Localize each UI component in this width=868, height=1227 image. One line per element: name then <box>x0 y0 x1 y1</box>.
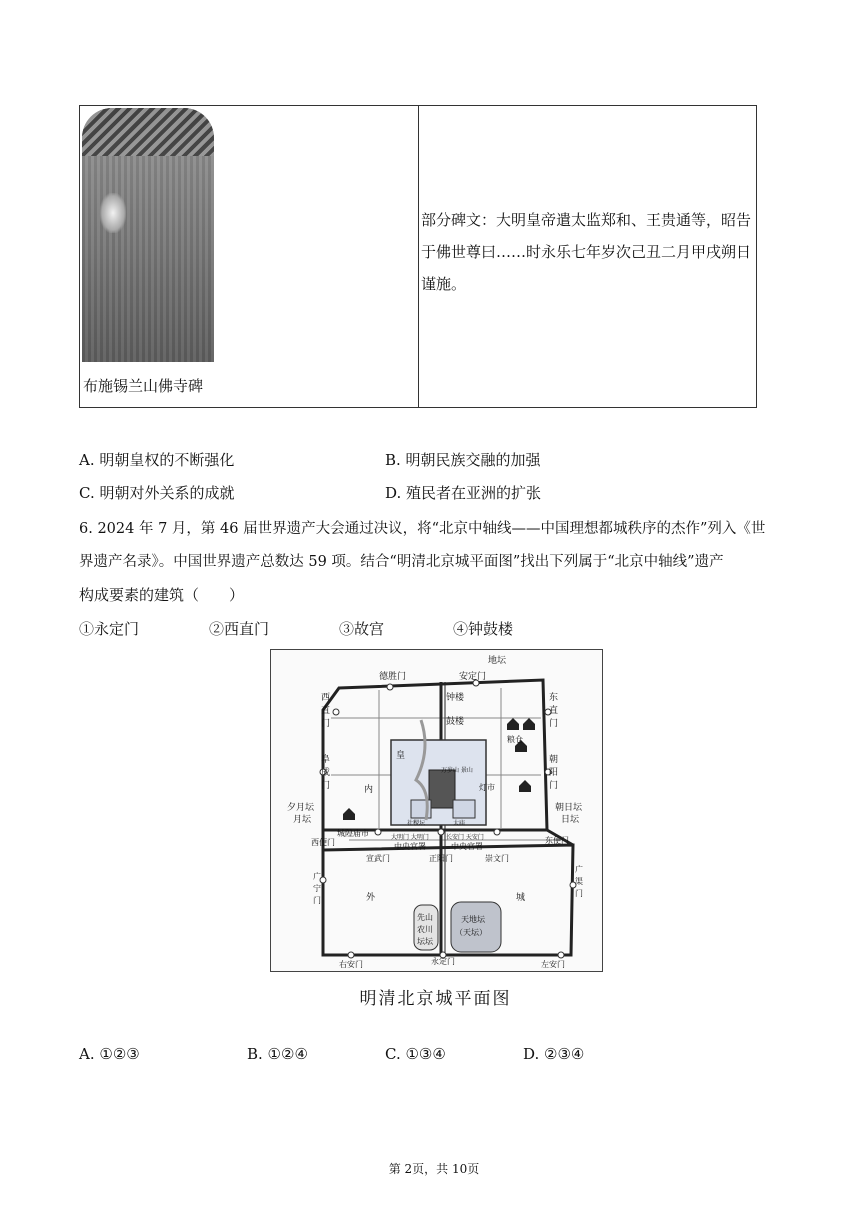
map-label: 门 <box>575 889 583 898</box>
map-label: 阜 <box>321 755 331 765</box>
map-label: 宁 <box>313 884 321 893</box>
stele-caption: 布施锡兰山佛寺碑 <box>83 377 204 395</box>
label-waicheng: 外 <box>366 893 376 903</box>
map-caption: 明清北京城平面图 <box>359 989 512 1009</box>
forbidden-city <box>429 770 455 808</box>
map-label: 门 <box>321 781 331 791</box>
map-label: 西便门 <box>311 838 335 847</box>
q5-option-b[interactable]: B. 明朝民族交融的加强 <box>385 451 541 469</box>
q6-option-b[interactable]: B. ①②④ <box>247 1045 308 1063</box>
map-label: 门 <box>313 896 321 905</box>
map-label: 门 <box>549 781 559 791</box>
map-label: 永定门 <box>431 957 455 966</box>
map-label: （天坛） <box>455 928 487 937</box>
beijing-map-svg <box>271 650 602 971</box>
map-label: 日坛 <box>561 815 580 825</box>
map-label: 天地坛 <box>461 915 485 924</box>
map-label: 先山 <box>417 913 433 922</box>
q5-option-c[interactable]: C. 明朝对外关系的成就 <box>79 484 235 502</box>
map-label: 灯市 <box>479 783 495 792</box>
map-label: 长安门 天安门 <box>446 834 484 841</box>
map-label: 西 <box>321 693 331 703</box>
map-label: 广 <box>575 865 583 874</box>
map-label: 宣武门 <box>366 854 390 863</box>
q6-item-2: ②西直门 <box>209 620 270 638</box>
tiantan <box>451 902 501 952</box>
q6-option-d[interactable]: D. ②③④ <box>523 1045 585 1063</box>
map-label: 广 <box>313 872 321 881</box>
q5-option-a[interactable]: A. 明朝皇权的不断强化 <box>79 451 235 469</box>
map-label: 太庙 <box>453 820 466 827</box>
label-cheng: 城 <box>516 893 526 903</box>
label-gulou: 鼓楼 <box>446 717 465 727</box>
map-label: 中央官署 <box>394 842 426 851</box>
beijing-map <box>270 649 603 972</box>
q6-option-c[interactable]: C. ①③④ <box>385 1045 446 1063</box>
stele-photo-cell <box>80 106 419 408</box>
inscription-cell <box>419 106 757 408</box>
map-label: 正阳门 <box>429 854 453 863</box>
q6-item-4: ④钟鼓楼 <box>453 620 514 638</box>
q5-option-d[interactable]: D. 殖民者在亚洲的扩张 <box>385 484 542 502</box>
label-neicheng: 内 <box>364 785 374 795</box>
map-label: 城隍庙市 <box>337 829 369 838</box>
q6-item-3: ③故宫 <box>339 620 385 638</box>
label-huangcheng: 皇 <box>396 751 406 761</box>
map-label: 直 <box>549 706 559 716</box>
stele-photo <box>82 108 214 362</box>
q6-stem-line1: 6. 2024 年 7 月，第 46 届世界遗产大会通过决议，将“北京中轴线——中国理想都城秩序的杰作”列入《世 <box>79 521 766 537</box>
label-deshengmen: 德胜门 <box>379 672 407 682</box>
map-label: 大明门 大明门 <box>391 834 429 841</box>
map-label: 中央官署 <box>451 842 483 851</box>
map-label: 渠 <box>575 877 583 886</box>
label-zhonglou: 钟楼 <box>446 693 465 703</box>
map-label: 阳 <box>549 768 559 778</box>
page-footer: 第 2页，共 10页 <box>388 1162 480 1176</box>
map-label: 成 <box>321 768 331 778</box>
map-label: 农川 <box>417 925 433 934</box>
map-label: 崇文门 <box>485 854 509 863</box>
q6-item-1: ①永定门 <box>79 620 140 638</box>
map-label: 门 <box>549 719 559 729</box>
map-label: 直 <box>321 706 331 716</box>
map-label: 门 <box>321 719 331 729</box>
map-label: 坛坛 <box>417 937 433 946</box>
map-label: 朝 <box>549 755 559 765</box>
map-label: 东便门 <box>545 836 569 845</box>
map-label: 朝日坛 <box>555 803 583 813</box>
inscription-text: 部分碑文：大明皇帝遣太监郑和、王贵通等，昭告于佛世尊曰……时永乐七年岁次己丑二月甲戌朔日谨施。 <box>421 211 752 293</box>
map-label: 月坛 <box>293 815 312 825</box>
map-label: 社稷坛 <box>407 820 426 827</box>
map-label: 夕月坛 <box>287 803 315 813</box>
stele-table <box>79 105 757 408</box>
map-label: 万岁山 景山 <box>441 767 473 774</box>
label-ditan: 地坛 <box>488 656 507 666</box>
map-label: 右安门 <box>339 960 363 969</box>
q6-option-a[interactable]: A. ①②③ <box>79 1045 140 1063</box>
q6-stem-line3: 构成要素的建筑（ ） <box>79 586 245 604</box>
map-label: 东 <box>549 693 559 703</box>
map-label: 左安门 <box>541 960 565 969</box>
q6-stem-line2: 界遗产名录》。中国世界遗产总数达 59 项。结合“明清北京城平面图”找出下列属于“北京中轴线”遗产 <box>79 554 724 570</box>
label-andingmen: 安定门 <box>459 672 487 682</box>
map-label: 粮仓 <box>507 735 523 744</box>
